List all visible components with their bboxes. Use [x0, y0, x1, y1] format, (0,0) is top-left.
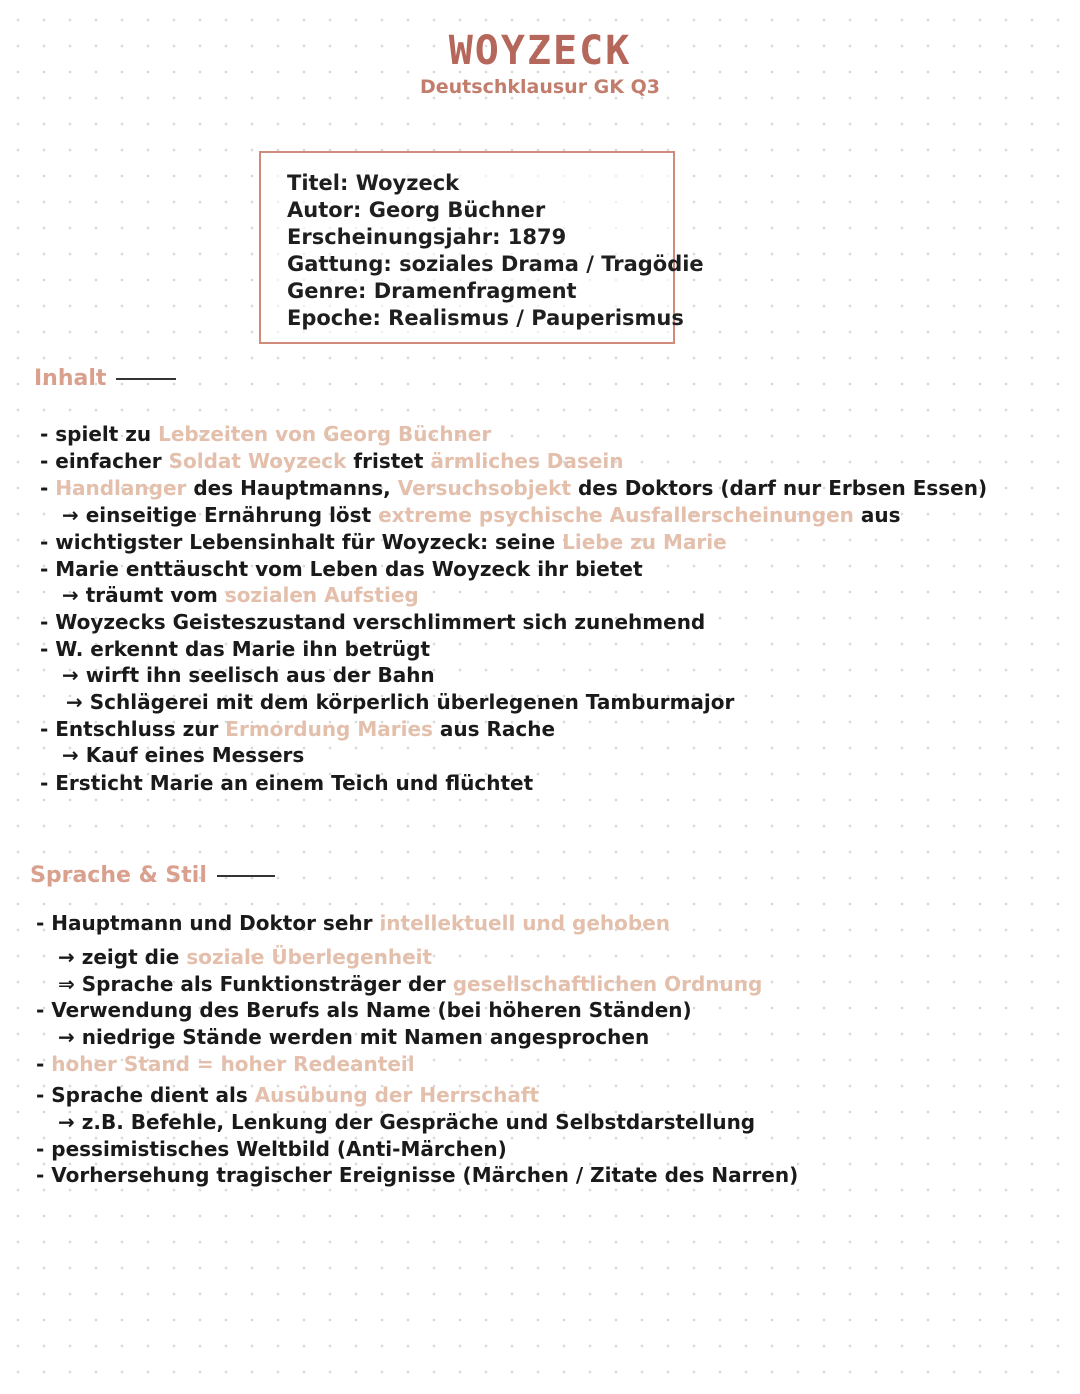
info-epoche: Epoche: Realismus / Pauperismus [287, 306, 684, 330]
section-heading-sprache-label: Sprache & Stil [30, 863, 207, 888]
info-autor: Autor: Georg Büchner [287, 198, 546, 222]
section-heading-inhalt-label: Inhalt [34, 366, 107, 391]
list-item: - Sprache dient als Ausübung der Herrschaft [36, 1083, 540, 1107]
page-title: WOYZECK [448, 28, 632, 74]
list-item: → z.B. Befehle, Lenkung der Gespräche und Selbstdarstellung [58, 1110, 756, 1134]
list-item: → Schlägerei mit dem körperlich überlegenen Tamburmajor [66, 690, 735, 714]
list-item: - Handlanger des Hauptmanns, Versuchsobjekt des Doktors (darf nur Erbsen Essen) [40, 476, 988, 500]
info-box [259, 151, 704, 344]
list-item: → einseitige Ernährung löst extreme psychische Ausfallerscheinungen aus [62, 503, 901, 527]
list-item: - Ersticht Marie an einem Teich und flüchtet [40, 771, 534, 795]
list-item: - Hauptmann und Doktor sehr intellektuell und gehoben [36, 911, 671, 935]
list-item: - wichtigster Lebensinhalt für Woyzeck: seine Liebe zu Marie [40, 530, 727, 554]
page-subtitle: Deutschklausur GK Q3 [420, 76, 660, 98]
list-item: - Vorhersehung tragischer Ereignisse (Märchen / Zitate des Narren) [36, 1163, 799, 1187]
list-item: - Woyzecks Geisteszustand verschlimmert sich zunehmend [40, 610, 706, 634]
info-titel: Titel: Woyzeck [287, 171, 460, 195]
list-item: - hoher Stand = hoher Redeanteil [36, 1052, 415, 1076]
section-rule [116, 378, 176, 380]
list-item: - einfacher Soldat Woyzeck fristet ärmliches Dasein [40, 449, 624, 473]
list-item: - pessimistisches Weltbild (Anti-Märchen) [36, 1137, 507, 1161]
list-item: - Marie enttäuscht vom Leben das Woyzeck ihr bietet [40, 557, 643, 581]
section-rule [217, 875, 275, 877]
list-item: ⇒ Sprache als Funktionsträger der gesellschaftlichen Ordnung [58, 972, 763, 996]
list-item: → wirft ihn seelisch aus der Bahn [62, 663, 435, 687]
list-item: → niedrige Stände werden mit Namen angesprochen [58, 1025, 650, 1049]
section-heading-inhalt [34, 366, 176, 391]
list-item: → träumt vom sozialen Aufstieg [62, 583, 419, 607]
info-jahr: Erscheinungsjahr: 1879 [287, 225, 567, 249]
list-item: - W. erkennt das Marie ihn betrügt [40, 637, 431, 661]
list-item: → Kauf eines Messers [62, 743, 305, 767]
list-item: → zeigt die soziale Überlegenheit [58, 945, 433, 969]
info-gattung: Gattung: soziales Drama / Tragödie [287, 252, 704, 276]
list-item: - spielt zu Lebzeiten von Georg Büchner [40, 422, 492, 446]
list-item: - Entschluss zur Ermordung Maries aus Rache [40, 717, 556, 741]
info-genre: Genre: Dramenfragment [287, 279, 577, 303]
section-heading-sprache [30, 863, 275, 888]
list-item: - Verwendung des Berufs als Name (bei höheren Ständen) [36, 998, 692, 1022]
